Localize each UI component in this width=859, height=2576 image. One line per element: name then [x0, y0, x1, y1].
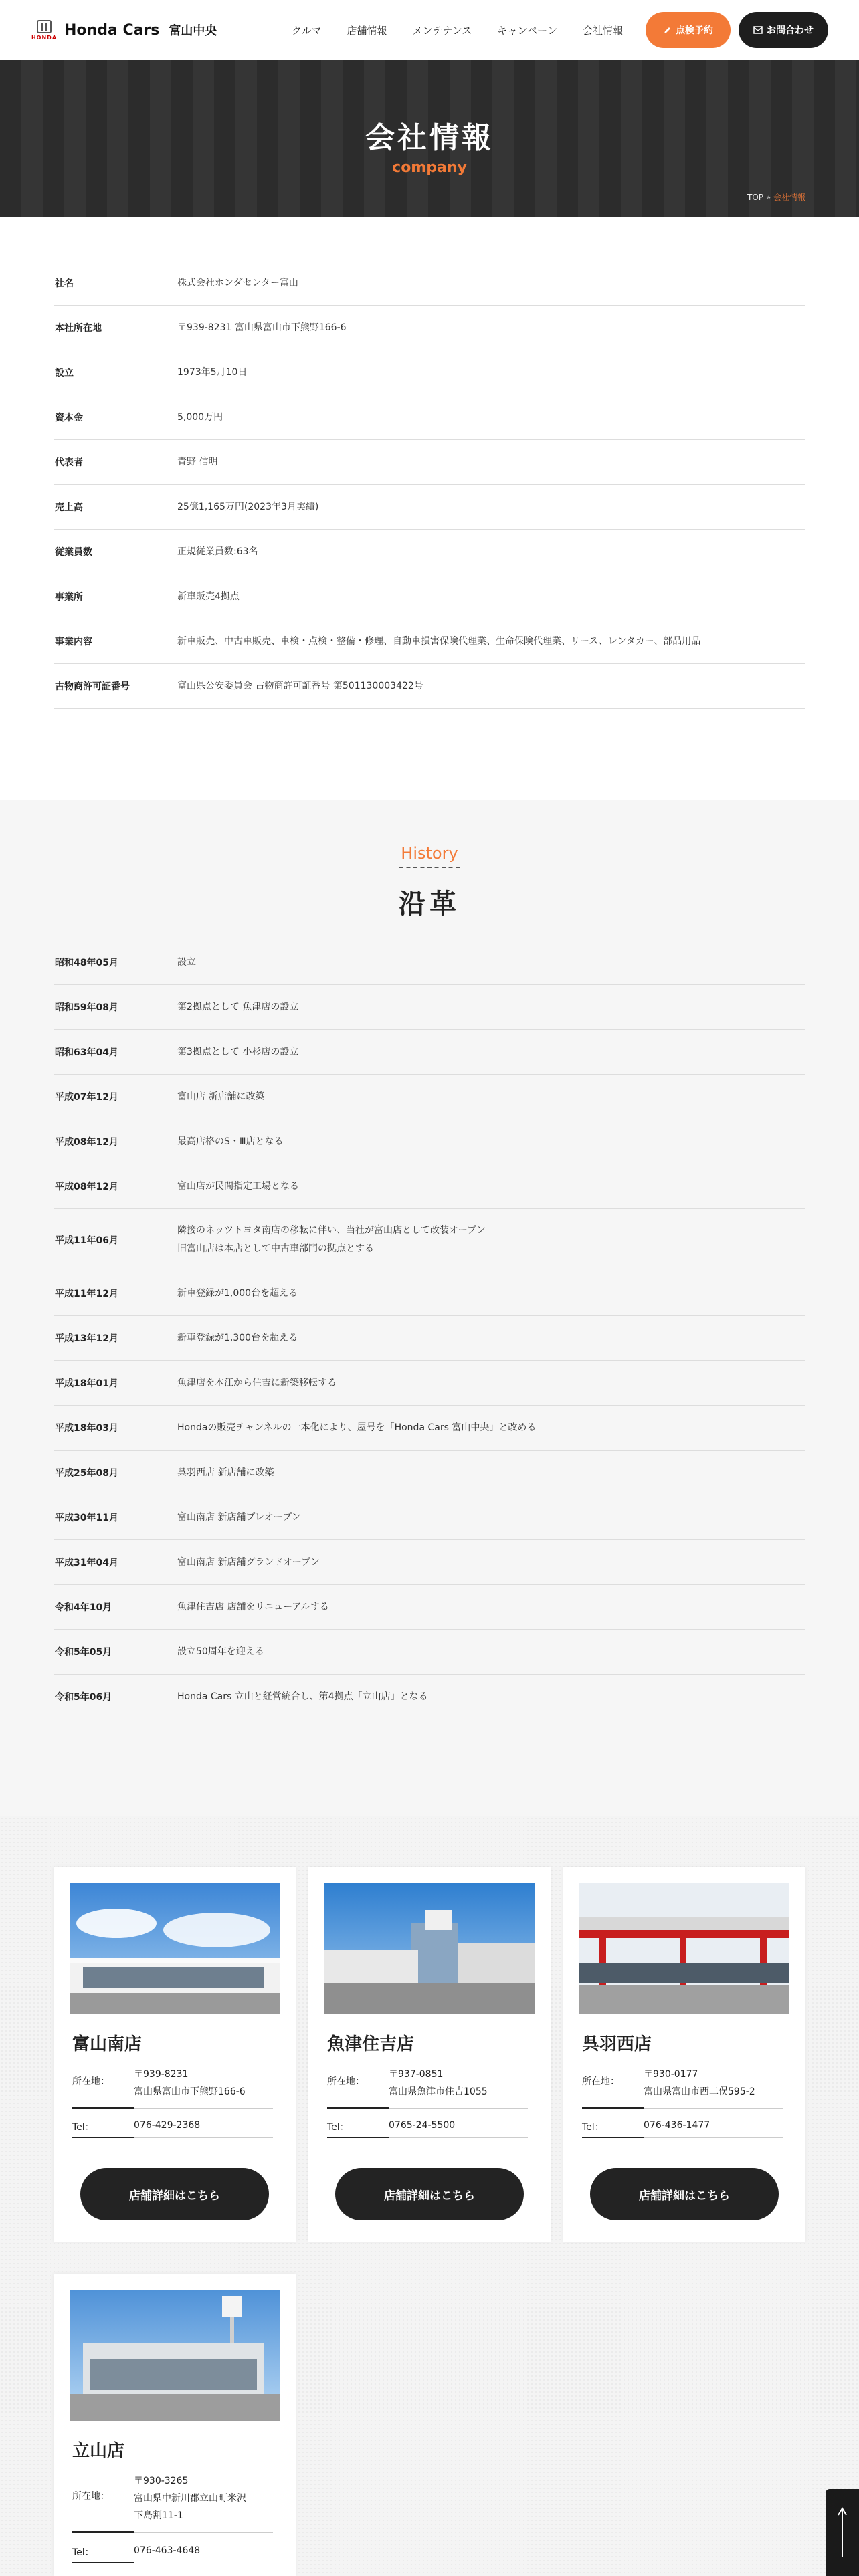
history-date: 平成13年12月 — [55, 1333, 118, 1344]
history-list — [54, 940, 805, 1719]
history-date: 平成08年12月 — [55, 1137, 118, 1148]
history-text: 富山南店 新店舗グランドオープン — [177, 1556, 320, 1568]
history-row — [54, 1075, 805, 1119]
store-photo — [579, 1883, 789, 2014]
store-name: 立山店 — [72, 2441, 125, 2461]
history-row — [54, 1675, 805, 1719]
store-addr: 富山県魚津市住吉1055 — [389, 2086, 488, 2097]
history-date: 平成11年06月 — [55, 1235, 118, 1246]
history-label: History — [401, 844, 458, 863]
history-row — [54, 1451, 805, 1495]
row-value: 1973年5月10日 — [177, 366, 248, 378]
tel-number[interactable]: 076-436-1477 — [644, 2120, 710, 2131]
history-text: 隣接のネッツトヨタ南店の移転に伴い、当社が富山店として改装オープン 旧富山店は本店として中古車部門の拠点とする — [177, 1225, 486, 1254]
history-row — [54, 1316, 805, 1361]
history-text: 富山店 新店舗に改築 — [177, 1091, 265, 1102]
history-date: 令和4年10月 — [55, 1602, 112, 1613]
history-row — [54, 1271, 805, 1316]
history-text: 最高店格のS・Ⅲ店となる — [177, 1136, 284, 1147]
table-row — [54, 261, 805, 306]
row-key: 本社所在地 — [55, 323, 102, 334]
table-row — [54, 350, 805, 395]
history-row — [54, 1406, 805, 1451]
store-zip: 〒937-0851 — [389, 2069, 444, 2080]
store-tel — [582, 2120, 783, 2138]
store-addr: 富山県富山市西二俣595-2 — [644, 2086, 755, 2097]
store-card — [54, 2274, 296, 2576]
row-key: 事業所 — [55, 592, 83, 603]
breadcrumb-current: 会社情報 — [773, 193, 805, 202]
store-addr: 富山県中新川郡立山町米沢 — [134, 2492, 246, 2504]
table-row — [54, 485, 805, 530]
address-label: 所在地： — [582, 2066, 644, 2109]
page-title: 会社情報 — [365, 121, 494, 155]
address-label: 所在地： — [72, 2066, 134, 2109]
store-photo — [324, 1883, 535, 2014]
history-title: 沿革 — [399, 889, 460, 920]
store-photo — [70, 1883, 280, 2014]
arrow-up-icon — [836, 2506, 849, 2559]
store-tel — [72, 2545, 273, 2563]
history-text: 富山南店 新店舗プレオープン — [177, 1511, 301, 1523]
row-key: 売上高 — [55, 502, 83, 513]
tel-label: Tel： — [72, 2120, 134, 2138]
store-zip: 〒939-8231 — [134, 2069, 189, 2080]
store-address — [72, 2473, 273, 2533]
contact-button[interactable]: お問合わせ — [739, 12, 828, 48]
stores-section — [0, 1816, 859, 2576]
store-detail-button[interactable]: 店舗詳細はこちら — [590, 2168, 779, 2220]
history-text: 設立 — [177, 956, 196, 968]
history-row — [54, 1030, 805, 1075]
store-card — [308, 1867, 551, 2242]
row-value: 株式会社ホンダセンター富山 — [177, 277, 298, 288]
site-logo[interactable] — [31, 20, 217, 41]
history-date: 令和5年06月 — [55, 1692, 112, 1703]
history-date: 平成31年04月 — [55, 1558, 118, 1568]
store-card — [563, 1867, 805, 2242]
company-info-table — [54, 261, 805, 709]
nav-item-company[interactable]: 会社情報 — [582, 24, 623, 37]
history-date: 平成18年01月 — [55, 1378, 118, 1389]
history-date: 平成07年12月 — [55, 1092, 118, 1103]
page-subtitle: company — [392, 159, 467, 176]
store-card — [54, 1867, 296, 2242]
tel-number[interactable]: 0765-24-5500 — [389, 2120, 456, 2131]
history-date: 昭和59年08月 — [55, 1002, 118, 1013]
nav-item-campaign[interactable]: キャンペーン — [497, 24, 557, 37]
main-nav — [292, 23, 623, 37]
store-zip: 〒930-3265 — [134, 2476, 189, 2486]
store-photo — [70, 2290, 280, 2421]
row-value: 新車販売4拠点 — [177, 591, 240, 602]
store-detail-button[interactable]: 店舗詳細はこちら — [80, 2168, 269, 2220]
table-row — [54, 574, 805, 619]
nav-item-cars[interactable]: クルマ — [291, 24, 322, 37]
history-text: Honda Cars 立山と経営統合し、第4拠点「立山店」となる — [177, 1691, 428, 1702]
row-key: 従業員数 — [55, 547, 92, 558]
history-date: 平成18年03月 — [55, 1423, 118, 1434]
row-value: 5,000万円 — [177, 411, 223, 423]
tel-number[interactable]: 076-429-2368 — [134, 2120, 201, 2131]
history-date: 昭和63年04月 — [55, 1047, 118, 1058]
table-row — [54, 395, 805, 440]
history-section — [0, 800, 859, 1816]
logo-brand: Honda Cars — [64, 21, 160, 39]
tel-number[interactable]: 076-463-4648 — [134, 2545, 201, 2556]
row-key: 事業内容 — [55, 637, 92, 647]
tel-label: Tel： — [72, 2545, 134, 2563]
history-date: 平成08年12月 — [55, 1182, 118, 1192]
row-value: 25億1,165万円(2023年3月実績) — [177, 501, 319, 512]
history-row — [54, 1119, 805, 1164]
reserve-button[interactable]: 点検予約 — [646, 12, 731, 48]
site-header — [0, 0, 859, 60]
history-row — [54, 1164, 805, 1209]
store-name: 富山南店 — [72, 2034, 142, 2054]
history-text: Hondaの販売チャンネルの一本化により、屋号を「Honda Cars 富山中央」と改める — [177, 1422, 537, 1433]
mail-icon — [753, 26, 763, 34]
table-row — [54, 306, 805, 350]
history-row — [54, 1361, 805, 1406]
row-value: 正規従業員数:63名 — [177, 546, 258, 557]
row-value: 青野 信明 — [177, 456, 218, 467]
row-key: 資本金 — [55, 413, 83, 423]
honda-logo-icon: HONDA — [31, 20, 58, 41]
history-text: 呉羽西店 新店舗に改築 — [177, 1467, 274, 1478]
history-row — [54, 1495, 805, 1540]
breadcrumb-separator: » — [765, 193, 771, 202]
nav-item-maintenance[interactable]: メンテナンス — [412, 24, 472, 37]
store-addr-line2: 下島割11-1 — [134, 2510, 183, 2521]
history-text: 魚津店を本江から住吉に新築移転する — [177, 1377, 337, 1388]
history-row — [54, 940, 805, 985]
store-name: 魚津住吉店 — [327, 2034, 415, 2054]
history-row — [54, 1540, 805, 1585]
history-row — [54, 1209, 805, 1271]
logo-branch: 富山中央 — [169, 24, 217, 38]
history-divider — [399, 867, 460, 868]
row-value: 〒939-8231 富山県富山市下熊野166-6 — [177, 322, 347, 333]
history-row — [54, 985, 805, 1030]
store-zip: 〒930-0177 — [644, 2069, 698, 2080]
history-row — [54, 1585, 805, 1630]
store-address — [72, 2066, 273, 2109]
breadcrumb — [747, 191, 805, 203]
store-tel — [327, 2120, 528, 2138]
row-key: 社名 — [55, 278, 74, 289]
table-row — [54, 664, 805, 709]
address-label: 所在地： — [72, 2473, 134, 2533]
store-name: 呉羽西店 — [582, 2034, 652, 2054]
history-date: 平成11年12月 — [55, 1289, 118, 1299]
tel-label: Tel： — [582, 2120, 644, 2138]
nav-item-stores[interactable]: 店舗情報 — [347, 24, 387, 37]
address-label: 所在地： — [327, 2066, 389, 2109]
pencil-icon — [663, 26, 672, 35]
history-text: 新車登録が1,300台を超える — [177, 1332, 298, 1344]
store-address — [582, 2066, 783, 2109]
history-row — [54, 1630, 805, 1675]
store-addr: 富山県富山市下熊野166-6 — [134, 2086, 246, 2097]
scroll-top-button[interactable] — [826, 2489, 859, 2576]
table-row — [54, 440, 805, 485]
history-text: 第2拠点として 魚津店の設立 — [177, 1001, 299, 1012]
tel-label: Tel： — [327, 2120, 389, 2138]
history-text: 魚津住吉店 店舗をリニューアルする — [177, 1601, 329, 1612]
history-text: 第3拠点として 小杉店の設立 — [177, 1046, 299, 1057]
row-value: 新車販売、中古車販売、車検・点検・整備・修理、自動車損害保険代理業、生命保険代理業、リース、レンタカー、部品用品 — [177, 635, 701, 647]
history-date: 平成30年11月 — [55, 1513, 118, 1523]
store-address — [327, 2066, 528, 2109]
table-row — [54, 619, 805, 664]
page-hero — [0, 60, 859, 217]
row-key: 設立 — [55, 368, 74, 379]
history-date: 平成25年08月 — [55, 1468, 118, 1479]
table-row — [54, 530, 805, 574]
history-text: 富山店が民間指定工場となる — [177, 1180, 299, 1192]
store-tel — [72, 2120, 273, 2138]
row-key: 古物商許可証番号 — [55, 681, 130, 692]
history-text: 設立50周年を迎える — [177, 1646, 264, 1657]
row-key: 代表者 — [55, 457, 83, 468]
row-value: 富山県公安委員会 古物商許可証番号 第501130003422号 — [177, 680, 423, 691]
history-date: 令和5年05月 — [55, 1647, 112, 1658]
history-date: 昭和48年05月 — [55, 958, 118, 968]
breadcrumb-top-link[interactable]: TOP — [747, 193, 763, 202]
store-detail-button[interactable]: 店舗詳細はこちら — [335, 2168, 524, 2220]
history-text: 新車登録が1,000台を超える — [177, 1287, 298, 1299]
